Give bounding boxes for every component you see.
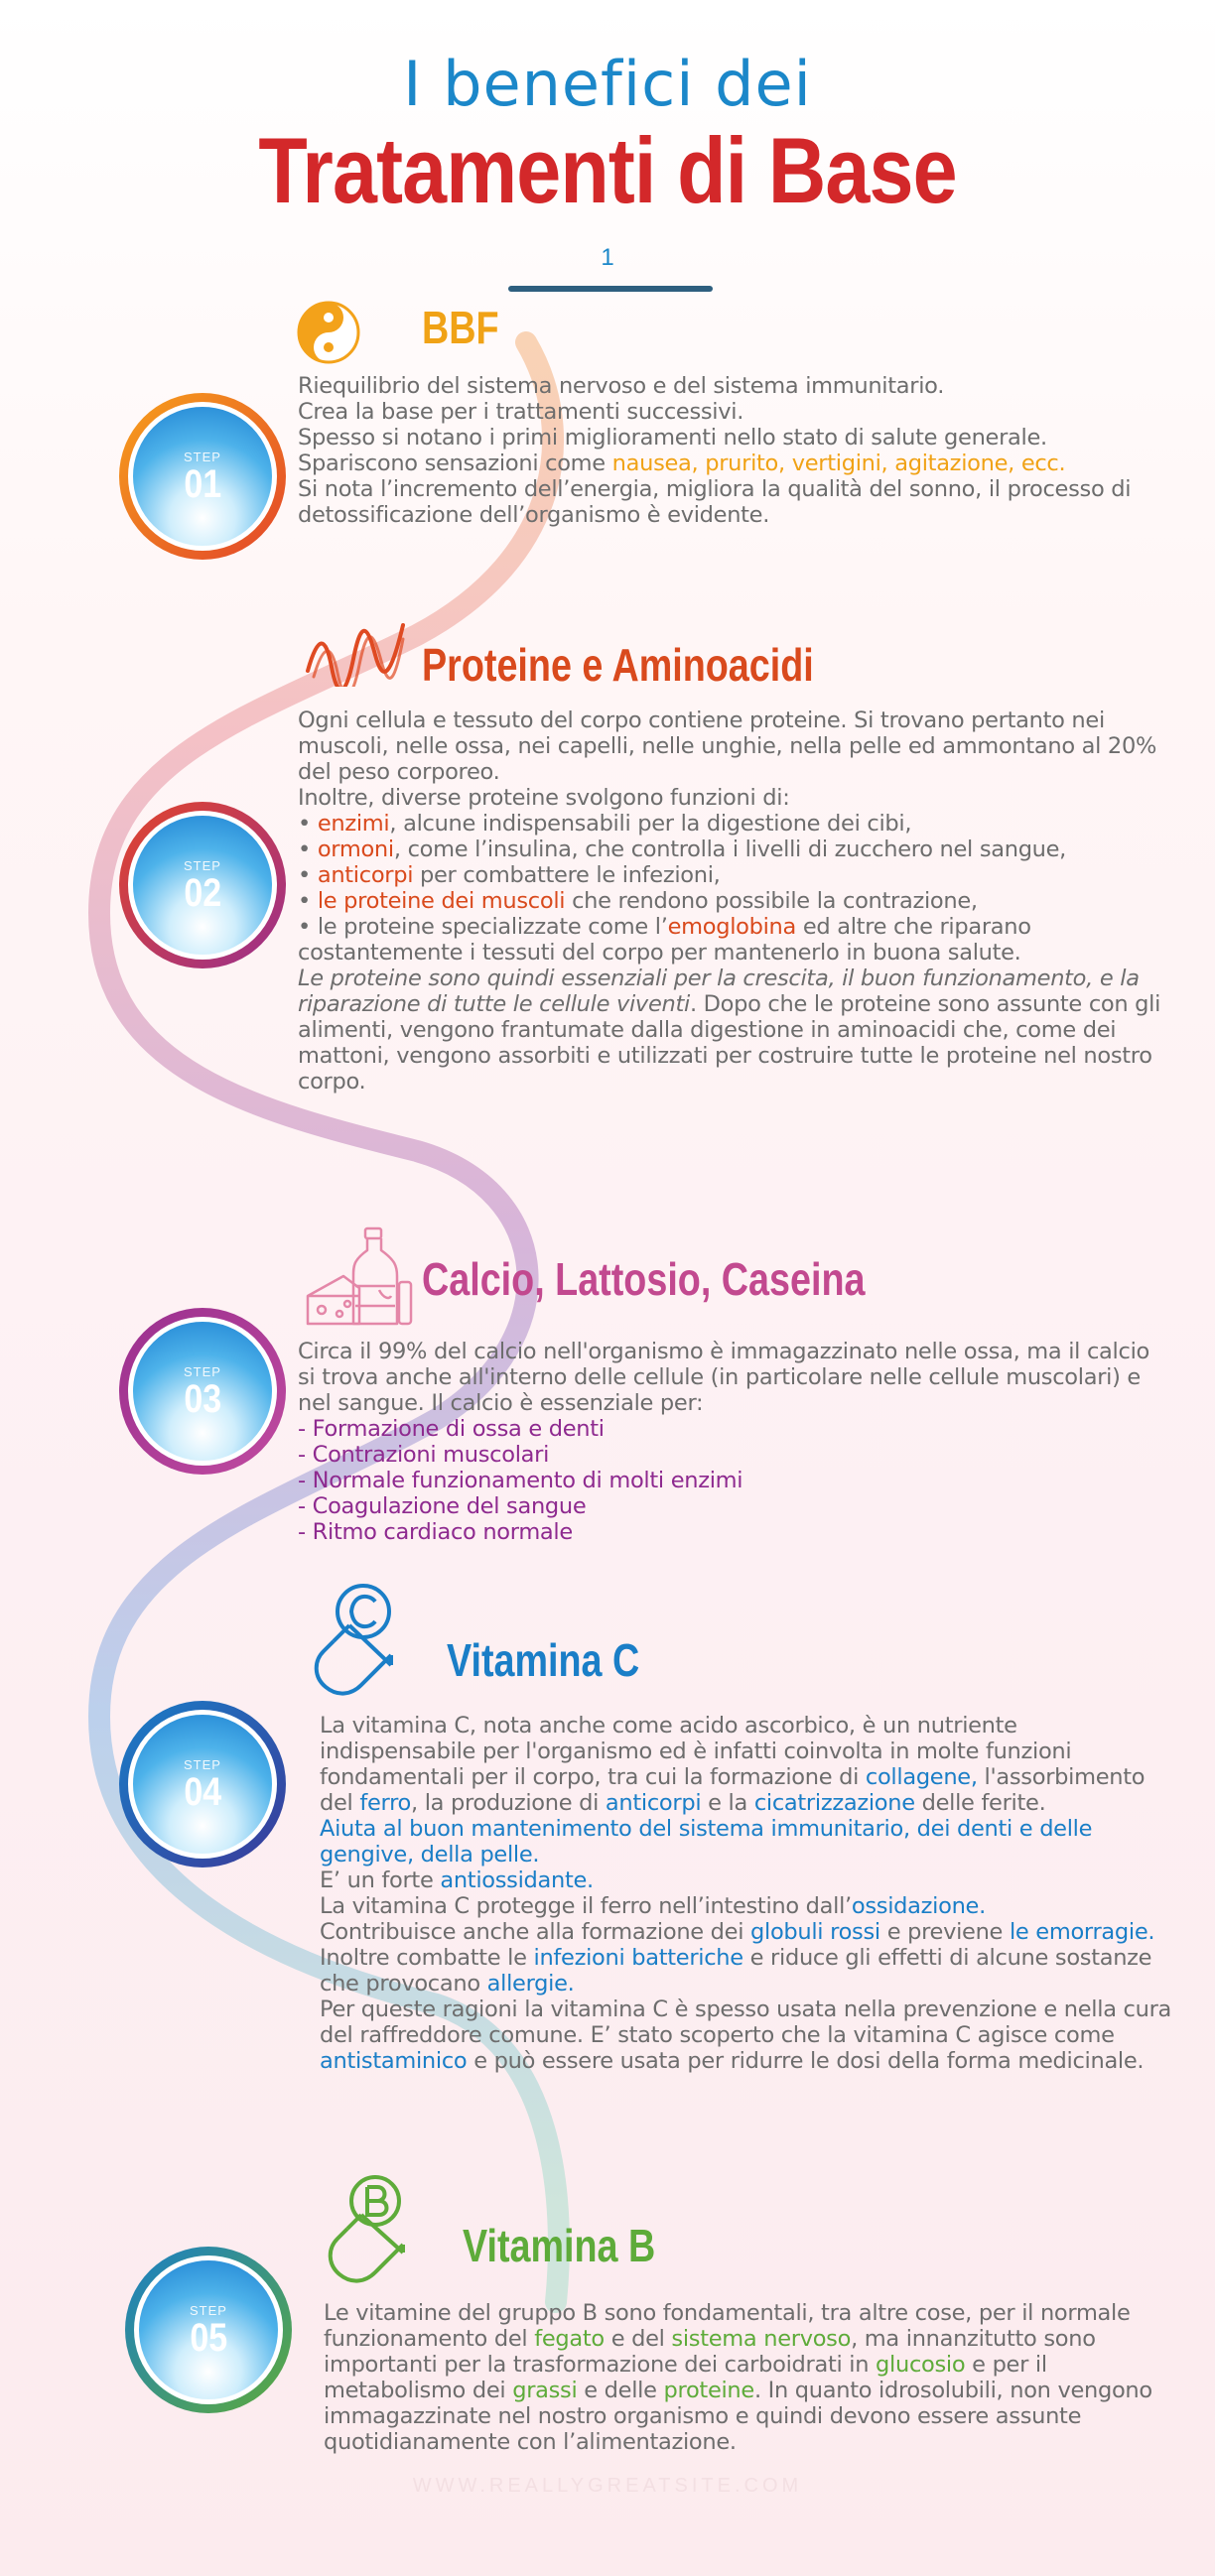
text-run: . Dopo che le proteine sono assunte con gli alimenti, vengono frantumate dalla digestione in aminoacidi che, come dei mattoni, vengono assorbiti e utilizzati per costruire tutte le proteine nel nostro corpo. <box>298 991 1161 1095</box>
paragraph <box>320 1868 1173 1893</box>
dairy-icon <box>304 1226 415 1330</box>
text-run: • <box>298 811 318 837</box>
title-top: I benefici dei <box>403 48 812 120</box>
paragraph <box>298 451 1171 476</box>
text-run: ed altre che riparano costantemente i tessuti del corpo per mantenerlo in buona salute. <box>298 914 1031 966</box>
text-run: e delle <box>577 2378 664 2403</box>
paragraph <box>298 862 1171 888</box>
highlight-text: Aiuta al buon mantenimento del sistema immunitario, dei denti e delle gengive, della pelle. <box>320 1816 1093 1868</box>
step-02-badge <box>119 802 286 968</box>
paragraph <box>320 1713 1173 1816</box>
paragraph <box>324 2300 1173 2455</box>
text-run: l'assorbimento del <box>320 1764 1146 1816</box>
text-run: Contribuisce anche alla formazione dei <box>320 1919 751 1945</box>
step-03-text <box>298 1339 1171 1545</box>
text-run: Spariscono sensazioni come <box>298 451 612 476</box>
highlight-text: enzimi <box>317 811 390 837</box>
page-title: Tratamenti di Base <box>258 118 957 222</box>
highlight-text: nausea, prurito, vertigini, agitazione, ecc. <box>611 451 1066 476</box>
text-run: Inoltre, diverse proteine svolgono funzioni di: <box>298 785 790 811</box>
step-04-badge <box>119 1701 286 1868</box>
text-run: , alcune indispensabili per la digestione dei cibi, <box>389 811 912 837</box>
highlight-text: - Ritmo cardiaco normale <box>298 1519 573 1545</box>
paragraph <box>298 966 1171 1095</box>
highlight-text: le emorragie. <box>1009 1919 1155 1945</box>
step-number: 05 <box>190 2315 227 2360</box>
vitamin-c-pill-icon <box>314 1582 417 1699</box>
highlight-text: sistema nervoso <box>671 2326 852 2352</box>
paragraph <box>298 1468 1171 1493</box>
highlight-text: - Contrazioni muscolari <box>298 1442 550 1468</box>
section-title-proteine: Proteine e Aminoacidi <box>422 639 814 691</box>
step-04-text <box>320 1713 1173 2074</box>
paragraph <box>298 708 1171 785</box>
highlight-text: ferro <box>359 1790 411 1816</box>
highlight-text: cicatrizzazione <box>753 1790 915 1816</box>
section-title-calcio: Calcio, Lattosio, Caseina <box>422 1253 866 1305</box>
section-title-vitamina-b: Vitamina B <box>463 2220 656 2271</box>
step-03-badge <box>119 1308 286 1475</box>
text-run: Crea la base per i trattamenti successivi. <box>298 399 744 425</box>
text-run: • <box>298 837 318 862</box>
step-label: STEP <box>184 1363 221 1379</box>
highlight-text: antiossidante. <box>440 1868 594 1893</box>
paragraph <box>320 1996 1173 2074</box>
step-05-text <box>324 2300 1173 2455</box>
step-number: 01 <box>184 461 221 506</box>
text-run: e può essere usata per ridurre le dosi della forma medicinale. <box>467 2048 1145 2074</box>
text-run: La vitamina C protegge il ferro nell’intestino dall’ <box>320 1893 852 1919</box>
footer-watermark: WWW.REALLYGREATSITE.COM <box>412 2475 803 2497</box>
paragraph <box>298 888 1171 914</box>
paragraph <box>298 1416 1171 1442</box>
step-02-text <box>298 708 1171 1095</box>
text-run: e del <box>604 2326 672 2352</box>
step-label: STEP <box>184 857 221 873</box>
step-01-badge <box>119 393 286 560</box>
text-run: delle ferite. <box>914 1790 1046 1816</box>
highlight-text: le proteine dei muscoli <box>317 888 566 914</box>
highlight-text: fegato <box>534 2326 605 2352</box>
step-number: 03 <box>184 1376 221 1421</box>
section-title-bbf: BBF <box>422 302 499 353</box>
highlight-text: antistaminico <box>320 2048 468 2074</box>
highlight-text: Le proteine sono quindi essenziali per la crescita, il buon funzionamento, e la riparazione di tutte le cellule viventi <box>298 966 1140 1017</box>
text-run: per combattere le infezioni, <box>413 862 721 888</box>
text-run: Inoltre combatte le <box>320 1945 534 1971</box>
paragraph <box>298 399 1171 425</box>
protein-strand-icon <box>304 615 407 687</box>
text-run: , la produzione di <box>411 1790 606 1816</box>
highlight-text: infezioni batteriche <box>533 1945 743 1971</box>
paragraph <box>320 1893 1173 1919</box>
step-number: 04 <box>184 1769 221 1814</box>
paragraph <box>320 1919 1173 1945</box>
paragraph <box>298 811 1171 837</box>
highlight-text: collagene, <box>865 1764 978 1790</box>
text-run: E’ un forte <box>320 1868 441 1893</box>
page-number: 1 <box>601 244 614 271</box>
text-run: , ma innanzitutto sono importanti per la trasformazione dei carboidrati in <box>324 2326 1096 2378</box>
highlight-text: ormoni <box>317 837 394 862</box>
highlight-text: grassi <box>512 2378 578 2403</box>
step-label: STEP <box>190 2302 227 2318</box>
paragraph <box>298 1519 1171 1545</box>
step-05-badge <box>125 2247 292 2413</box>
text-run: . In quanto idrosolubili, non vengono immagazzinate nel nostro organismo e quindi devono essere assunte quotidianamente con l’alimentazione. <box>324 2378 1152 2455</box>
paragraph <box>298 373 1171 399</box>
highlight-text: globuli rossi <box>750 1919 880 1945</box>
highlight-text: ossidazione. <box>851 1893 986 1919</box>
text-run: Circa il 99% del calcio nell'organismo è immagazzinato nelle ossa, ma il calcio si trova anche all'interno delle cellule (in particolare nelle cellule muscolari) e nel sangue. Il calcio è essenziale per: <box>298 1339 1149 1416</box>
paragraph <box>320 1945 1173 1996</box>
text-run: e per il metabolismo dei <box>324 2352 1047 2403</box>
text-run: Per queste ragioni la vitamina C è spesso usata nella prevenzione e nella cura del raffreddore comune. E’ stato scoperto che la vitamina C agisce come <box>320 1996 1172 2048</box>
text-run: Si nota l’incremento dell’energia, migliora la qualità del sonno, il processo di detossificazione dell’organismo è evidente. <box>298 476 1132 528</box>
text-run: Spesso si notano i primi miglioramenti nello stato di salute generale. <box>298 425 1047 451</box>
text-run: che rendono possibile la contrazione, <box>565 888 978 914</box>
text-run: • le proteine specializzate come l’ <box>298 914 668 940</box>
text-run: • <box>298 888 318 914</box>
text-run: , come l’insulina, che controlla i livelli di zucchero nel sangue, <box>393 837 1067 862</box>
text-run: e la <box>701 1790 754 1816</box>
paragraph <box>298 1442 1171 1468</box>
highlight-text: - Formazione di ossa e denti <box>298 1416 605 1442</box>
text-run: Le vitamine del gruppo B sono fondamentali, tra altre cose, per il normale funzionamento del <box>324 2300 1131 2352</box>
highlight-text: anticorpi <box>605 1790 702 1816</box>
highlight-text: proteine <box>663 2378 754 2403</box>
highlight-text: - Coagulazione del sangue <box>298 1493 587 1519</box>
highlight-text: anticorpi <box>317 862 414 888</box>
paragraph <box>298 914 1171 966</box>
paragraph <box>298 476 1171 528</box>
step-01-text <box>298 373 1171 528</box>
paragraph <box>320 1816 1173 1868</box>
yin-yang-icon <box>296 300 361 365</box>
paragraph <box>298 425 1171 451</box>
text-run: • <box>298 862 318 888</box>
text-run: e riduce gli effetti di alcune sostanze che provocano <box>320 1945 1152 1996</box>
step-label: STEP <box>184 449 221 464</box>
highlight-text: glucosio <box>876 2352 966 2378</box>
text-run: Ogni cellula e tessuto del corpo contiene proteine. Si trovano pertanto nei muscoli, nelle ossa, nei capelli, nelle unghie, nella pelle ed ammontano al 20% del peso corporeo. <box>298 708 1157 785</box>
highlight-text: - Normale funzionamento di molti enzimi <box>298 1468 743 1493</box>
highlight-text: allergie. <box>486 1971 575 1996</box>
paragraph <box>298 1493 1171 1519</box>
paragraph <box>298 837 1171 862</box>
step-label: STEP <box>184 1756 221 1772</box>
text-run: La vitamina C, nota anche come acido ascorbico, è un nutriente indispensabile per l'organismo ed è infatti coinvolta in molte funzioni fondamentali per il corpo, tra cui la formazione di <box>320 1713 1072 1790</box>
vitamin-b-pill-icon <box>328 2173 427 2284</box>
text-run: Riequilibrio del sistema nervoso e del sistema immunitario. <box>298 373 945 399</box>
highlight-text: emoglobina <box>667 914 797 940</box>
paragraph <box>298 785 1171 811</box>
text-run: e previene <box>879 1919 1010 1945</box>
section-title-vitamina-c: Vitamina C <box>447 1634 640 1686</box>
paragraph <box>298 1339 1171 1416</box>
step-number: 02 <box>184 870 221 915</box>
